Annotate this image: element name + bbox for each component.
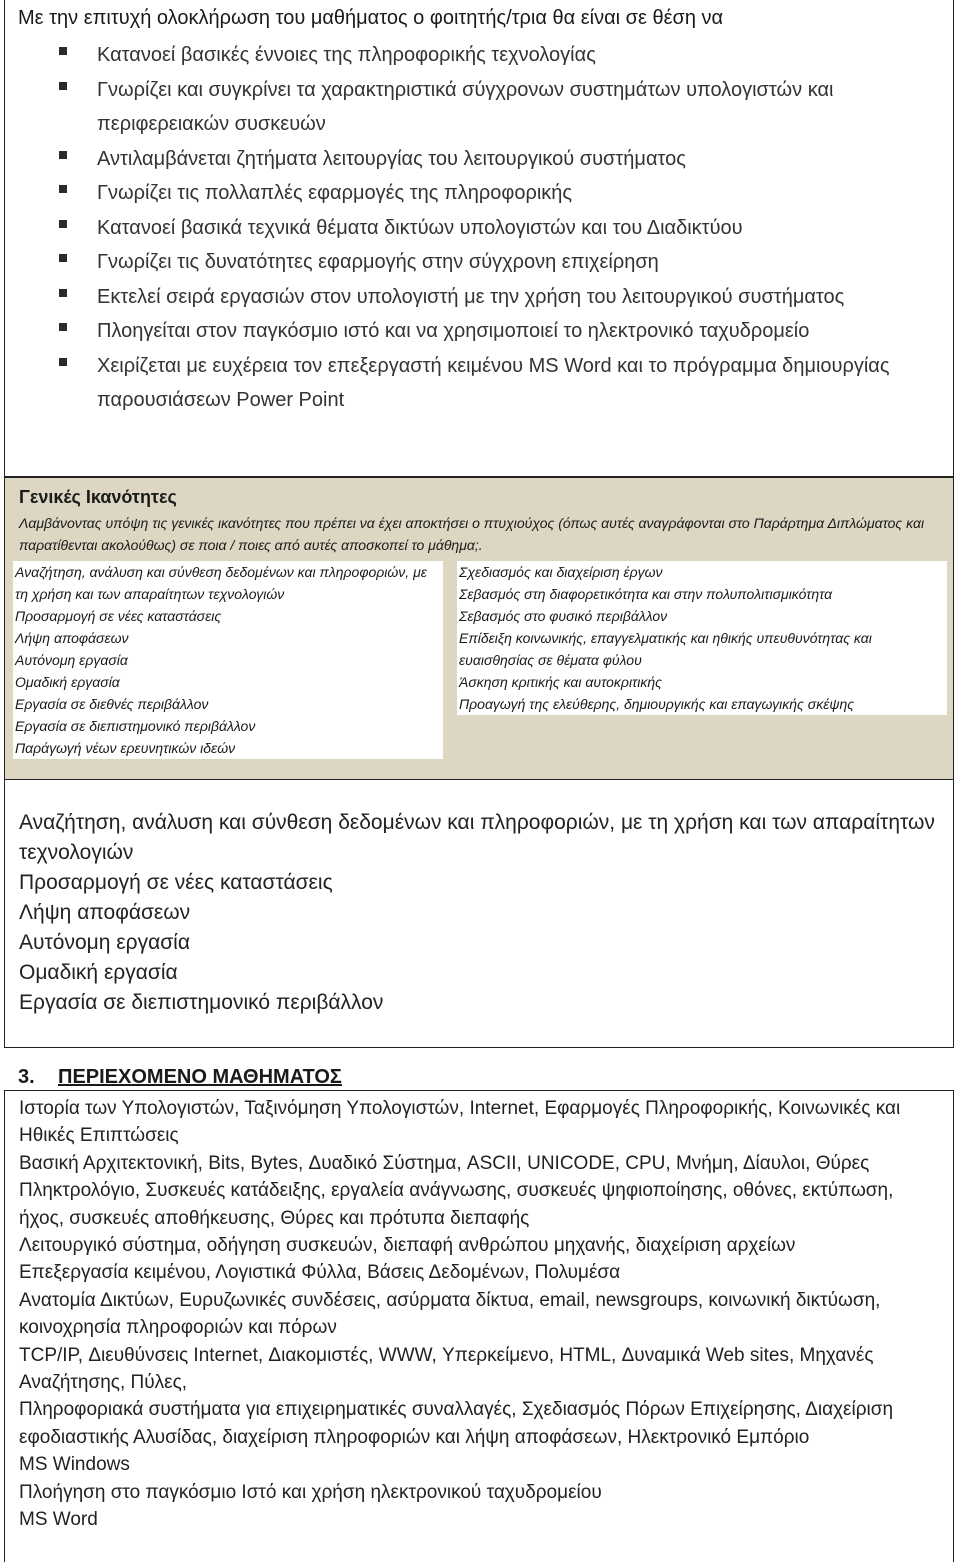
list-item: Ομαδική εργασία: [15, 674, 120, 690]
list-item: Εκτελεί σειρά εργασιών στον υπολογιστή με την χρήση του λειτουργικού συστήματος: [18, 280, 938, 315]
competences-left-column: [13, 561, 443, 759]
list-item: MS Windows: [19, 1454, 130, 1476]
list-item: Αυτόνομη εργασία: [19, 931, 190, 954]
square-bullet-icon: [59, 82, 67, 90]
list-item: TCP/IP, Διευθύνσεις Internet, Διακομιστές, WWW, Υπερκείμενο, HTML, Δυναμικά Web sites, Μηχανές Αναζήτησης, Πύλες,: [19, 1344, 874, 1394]
list-item: Ιστορία των Υπολογιστών, Ταξινόμηση Υπολογιστών, Internet, Εφαρμογές Πληροφορικής, Κοινωνικές και Ηθικές Επιπτώσεις: [19, 1098, 901, 1147]
square-bullet-icon: [59, 254, 67, 262]
list-item: Εργασία σε διεπιστημονικό περιβάλλον: [15, 718, 256, 734]
square-bullet-icon: [59, 289, 67, 297]
list-item: Βασική Αρχιτεκτονική, Bits, Bytes, Δυαδικό Σύστημα, ASCII, UNICODE, CPU, Μνήμη, Δίαυλοι, Θύρες: [19, 1152, 870, 1174]
list-item: Εργασία σε διεθνές περιβάλλον: [15, 696, 209, 712]
list-item: Γνωρίζει και συγκρίνει τα χαρακτηριστικά σύγχρονων συστημάτων υπολογιστών και περιφερειακών συσκευών: [18, 73, 938, 142]
course-content-box: [4, 1090, 954, 1562]
section-description: Λαμβάνοντας υπόψη τις γενικές ικανότητες που πρέπει να έχει αποκτήσει ο πτυχιούχος (όπως αυτές αναγράφονται στο Παράρτημα Διπλώματος και παρατίθενται ακολούθως) σε ποια / ποιες από αυτές αποσκοπεί το μάθημα;.: [19, 515, 925, 553]
list-item: Γνωρίζει τις πολλαπλές εφαρμογές της πληροφορικής: [18, 176, 938, 211]
list-item: Επίδειξη κοινωνικής, επαγγελματικής και ηθικής υπευθυνότητας και ευαισθησίας σε θέματα φύλου: [459, 630, 872, 668]
list-item: Προαγωγή της ελεύθερης, δημιουργικής και επαγωγικής σκέψης: [459, 696, 855, 712]
learning-outcomes-intro: Με την επιτυχή ολοκλήρωση του μαθήματος ο φοιτητής/τρια θα είναι σε θέση να: [18, 7, 724, 29]
list-item: Σεβασμός στη διαφορετικότητα και στην πολυπολιτισμικότητα: [459, 586, 833, 602]
list-item: Προσαρμογή σε νέες καταστάσεις: [19, 871, 333, 894]
list-item: Κατανοεί βασικά τεχνικά θέματα δικτύων υπολογιστών και του Διαδικτύου: [18, 211, 938, 246]
square-bullet-icon: [59, 323, 67, 331]
learning-outcomes-list: [18, 38, 938, 418]
square-bullet-icon: [59, 358, 67, 366]
list-item: Προσαρμογή σε νέες καταστάσεις: [15, 608, 222, 624]
course-content-heading: [18, 1064, 342, 1090]
list-item: Ανατομία Δικτύων, Ευρυζωνικές συνδέσεις, ασύρματα δίκτυα, email, newsgroups, κοινωνική δικτύωση, κοινοχρησία πληροφοριών και πόρων: [19, 1289, 881, 1339]
square-bullet-icon: [59, 151, 67, 159]
list-item: Λήψη αποφάσεων: [15, 630, 129, 646]
list-item: Λειτουργικό σύστημα, οδήγηση συσκευών, διεπαφή ανθρώπου μηχανής, διαχείριση αρχείων: [19, 1235, 796, 1257]
list-item: Γνωρίζει τις δυνατότητες εφαρμογής στην σύγχρονη επιχείρηση: [18, 245, 938, 280]
list-item: Αντιλαμβάνεται ζητήματα λειτουργίας του λειτουργικού συστήματος: [18, 142, 938, 177]
selected-competences-box: [4, 780, 954, 1048]
square-bullet-icon: [59, 47, 67, 55]
list-item: Αυτόνομη εργασία: [15, 652, 128, 668]
list-item: Κατανοεί βασικές έννοιες της πληροφορικής τεχνολογίας: [18, 38, 938, 73]
competences-right-column: [457, 561, 947, 715]
square-bullet-icon: [59, 185, 67, 193]
list-item: Αναζήτηση, ανάλυση και σύνθεση δεδομένων και πληροφοριών, με τη χρήση και των απαραίτητων τεχνολογιών: [19, 811, 935, 864]
list-item: Ομαδική εργασία: [19, 961, 178, 984]
list-item: Πληροφοριακά συστήματα για επιχειρηματικές συναλλαγές, Σχεδιασμός Πόρων Επιχείρησης, Διαχείριση εφοδιαστικής Αλυσίδας, διαχείριση πληροφοριών και λήψη αποφάσεων, Ηλεκτρονικό Εμπόριο: [19, 1399, 894, 1448]
section-number: 3.: [18, 1066, 35, 1088]
list-item: Παράγωγή νέων ερευνητικών ιδεών: [15, 740, 236, 756]
section-title: ΠΕΡΙΕΧΟΜΕΝΟ ΜΑΘΗΜΑΤΟΣ: [58, 1066, 342, 1088]
list-item: Πλοήγηση στο παγκόσμιο Ιστό και χρήση ηλεκτρονικού ταχυδρομείου: [19, 1481, 602, 1503]
list-item: Εργασία σε διεπιστημονικό περιβάλλον: [19, 991, 384, 1014]
list-item: Λήψη αποφάσεων: [19, 901, 191, 924]
general-competences-box: [4, 477, 954, 780]
list-item: Πληκτρολόγιο, Συσκευές κατάδειξης, εργαλεία ανάγνωσης, συσκευές ψηφιοποίησης, οθόνες, εκτύπωση, ήχος, συσκευές αποθήκευσης, Θύρες και πρότυπα διεπαφής: [19, 1180, 894, 1229]
course-content-list: [19, 1095, 939, 1534]
list-item: Σεβασμός στο φυσικό περιβάλλον: [459, 608, 668, 624]
list-item: Σχεδιασμός και διαχείριση έργων: [459, 564, 663, 580]
list-item: Αναζήτηση, ανάλυση και σύνθεση δεδομένων και πληροφοριών, με τη χρήση και των απαραίτητων τεχνολογιών: [15, 564, 427, 602]
list-item: Άσκηση κριτικής και αυτοκριτικής: [459, 674, 662, 690]
square-bullet-icon: [59, 220, 67, 228]
selected-competences-list: [19, 808, 939, 1018]
list-item: Χειρίζεται με ευχέρεια τον επεξεργαστή κειμένου MS Word και το πρόγραμμα δημιουργίας παρουσιάσεων Power Point: [18, 349, 938, 418]
list-item: Πλοηγείται στον παγκόσμιο ιστό και να χρησιμοποιεί το ηλεκτρονικό ταχυδρομείο: [18, 314, 938, 349]
list-item: Επεξεργασία κειμένου, Λογιστικά Φύλλα, Βάσεις Δεδομένων, Πολυμέσα: [19, 1262, 621, 1284]
section-title: Γενικές Ικανότητες: [19, 487, 177, 507]
list-item: MS Word: [19, 1509, 98, 1531]
